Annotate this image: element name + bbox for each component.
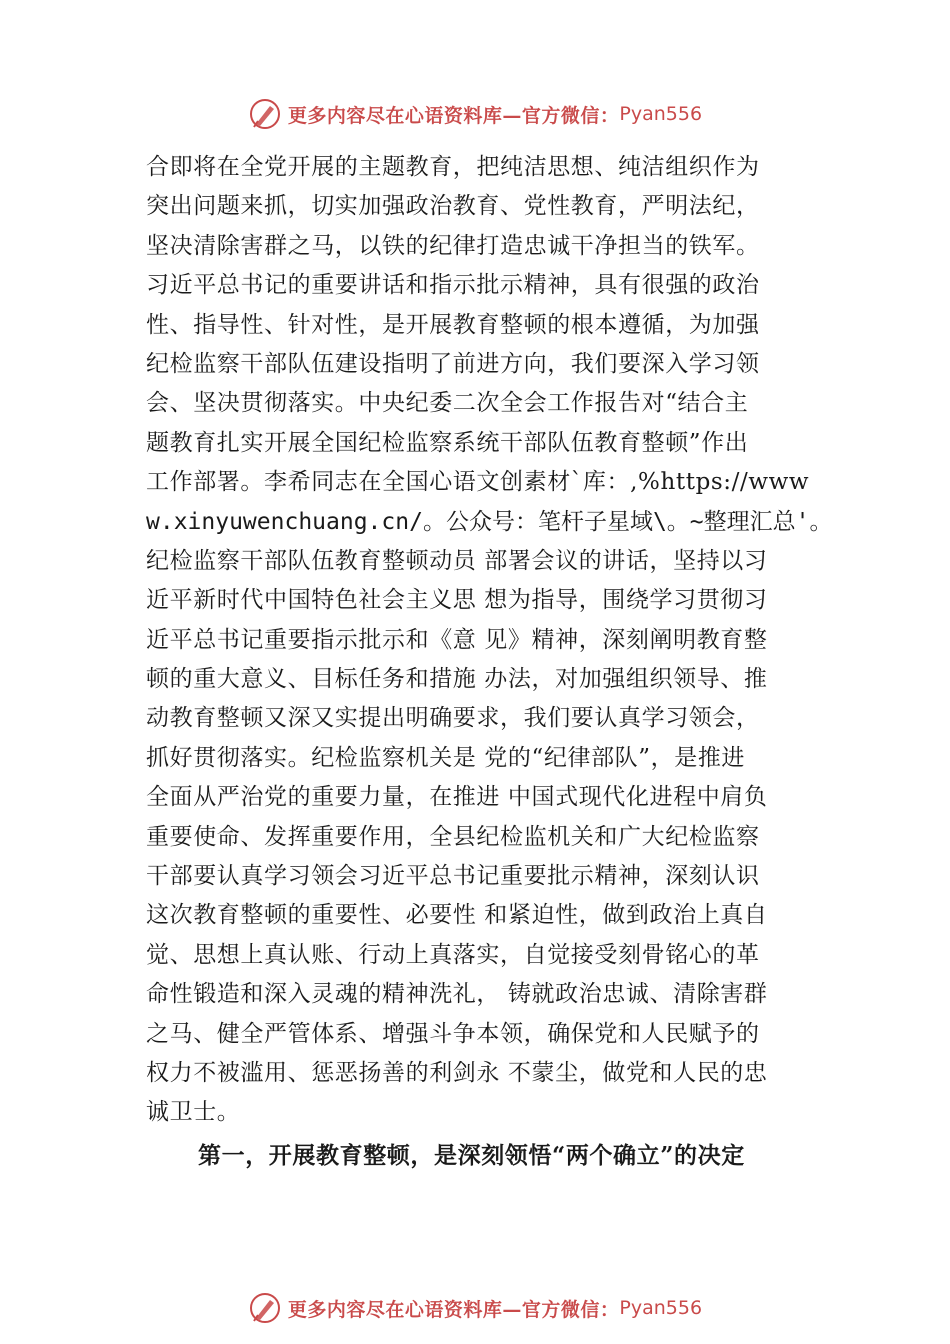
body-line: 近平新时代中国特色社会主义思 想为指导，围绕学习贯彻习 [146, 587, 768, 614]
body-line-url: w.xinyuwenchuang.cn/。公众号：笔杆子星域\。~整理汇总'。 [146, 508, 833, 535]
body-line: 会、坚决贯彻落实。中央纪委二次全会工作报告对“结合主 [146, 390, 749, 417]
body-line: 重要使命、发挥重要作用，全县纪检监机关和广大纪检监察 [146, 823, 760, 850]
pen-quill-logo-icon [248, 1291, 282, 1325]
body-line: 性、指导性、针对性，是开展教育整顿的根本遵循，为加强 [146, 311, 760, 338]
body-line: 权力不被滥用、惩恶扬善的利剑永 不蒙尘，做党和人民的忠 [146, 1059, 768, 1086]
body-line: 之马、健全严管体系、增强斗争本领，确保党和人民赋予的 [146, 1020, 760, 1047]
body-line: 动教育整顿又深又实提出明确要求，我们要认真学习领会， [146, 705, 760, 732]
banner-text: 更多内容尽在心语资料库—官方微信： [287, 104, 620, 127]
body-line: 这次教育整顿的重要性、必要性 和紧迫性，做到政治上真自 [146, 902, 768, 929]
body-line: 坚决清除害群之马，以铁的纪律打造忠诚干净担当的铁军。 [146, 232, 760, 259]
body-line: 工作部署。李希同志在全国心语文创素材`库：,%https://www [146, 469, 810, 496]
body-line: 全面从严治党的重要力量，在推进 中国式现代化进程中肩负 [146, 784, 768, 811]
banner-wechat-id: Pyan556 [619, 1297, 703, 1319]
body-line: 觉、思想上真认账、行动上真落实，自觉接受刻骨铭心的革 [146, 941, 760, 968]
body-line: 题教育扎实开展全国纪检监察系统干部队伍教育整顿”作出 [146, 429, 749, 456]
body-line: 纪检监察干部队伍建设指明了前进方向，我们要深入学习领 [146, 350, 760, 377]
body-line: 近平总书记重要指示批示和《意 见》精神，深刻阐明教育整 [146, 626, 768, 653]
section-heading: 第一，开展教育整顿，是深刻领悟“两个确立”的决定 [198, 1141, 745, 1169]
body-line: 突出问题来抓，切实加强政治教育、党性教育，严明法纪， [146, 193, 760, 220]
body-line: 习近平总书记的重要讲话和指示批示精神，具有很强的政治 [146, 272, 760, 299]
body-line: 顿的重大意义、目标任务和措施 办法，对加强组织领导、推 [146, 666, 768, 693]
body-line: 命性锻造和深入灵魂的精神洗礼， 铸就政治忠诚、清除害群 [146, 981, 768, 1008]
footer-banner [0, 1288, 950, 1328]
document-body [146, 148, 833, 1177]
body-line: 纪检监察干部队伍教育整顿动员 部署会议的讲话，坚持以习 [146, 547, 768, 574]
pen-quill-logo-icon [248, 97, 282, 131]
body-line: 诚卫士。 [146, 1099, 241, 1126]
banner-wechat-id: Pyan556 [619, 103, 703, 125]
banner-text: 更多内容尽在心语资料库—官方微信： [287, 1298, 620, 1321]
body-line: 合即将在全党开展的主题教育，把纯洁思想、纯洁组织作为 [146, 154, 760, 180]
body-line: 抓好贯彻落实。纪检监察机关是 党的“纪律部队”，是推进 [146, 744, 746, 771]
body-line: 干部要认真学习领会习近平总书记重要批示精神，深刻认识 [146, 863, 760, 890]
header-banner [0, 94, 950, 134]
